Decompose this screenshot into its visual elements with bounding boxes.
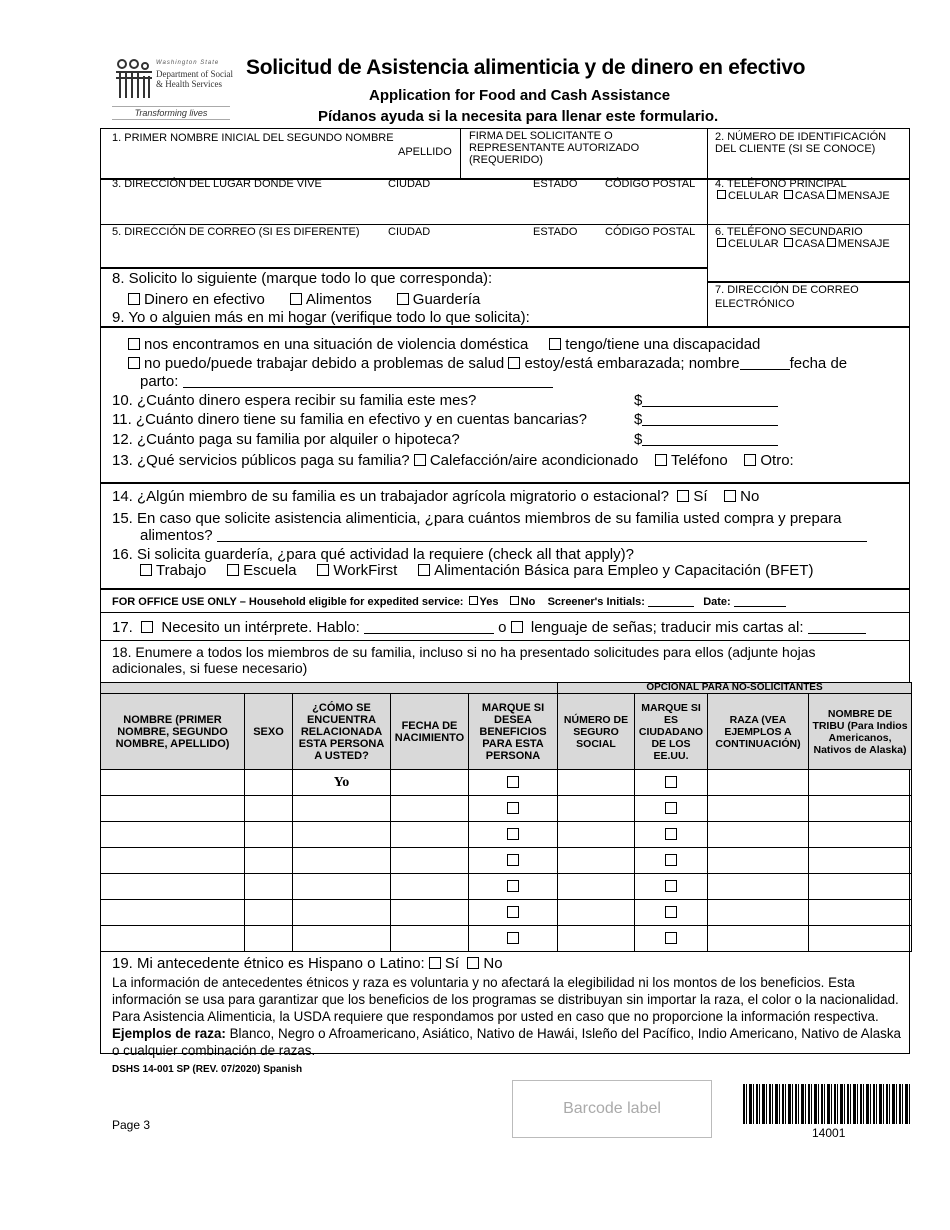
table-cell[interactable] xyxy=(391,770,469,796)
due-date-input[interactable] xyxy=(183,373,553,388)
q10-amount: $ xyxy=(634,392,778,410)
q14: 14. ¿Algún miembro de su familia es un trabajador agrícola migratorio o estacional? Sí No xyxy=(112,488,760,505)
table-cell[interactable] xyxy=(101,822,245,848)
cash-checkbox[interactable] xyxy=(128,293,140,305)
table-cell[interactable] xyxy=(635,796,708,822)
optional-header: OPCIONAL PARA NO-SOLICITANTES xyxy=(558,683,912,694)
table-cell[interactable] xyxy=(101,926,245,952)
citizen-checkbox[interactable] xyxy=(665,932,677,944)
dv-checkbox[interactable] xyxy=(128,338,140,350)
table-cell[interactable] xyxy=(245,770,293,796)
table-cell[interactable] xyxy=(809,926,912,952)
q11-label: 11. ¿Cuánto dinero tiene su familia en efectivo y en cuentas bancarias? xyxy=(112,411,588,428)
table-cell[interactable] xyxy=(558,926,635,952)
help-text: Pídanos ayuda si la necesita para llenar este formulario. xyxy=(318,108,719,125)
page-number: Page 3 xyxy=(112,1118,151,1132)
table-cell[interactable] xyxy=(293,822,391,848)
page-subtitle: Application for Food and Cash Assistance xyxy=(369,87,671,104)
disability-checkbox[interactable] xyxy=(549,338,561,350)
q9-row3: parto: xyxy=(140,373,553,391)
table-cell[interactable] xyxy=(809,874,912,900)
table-cell[interactable] xyxy=(245,900,293,926)
table-cell[interactable] xyxy=(635,770,708,796)
primary-phone-label: 4. TELÉFONO PRINCIPAL xyxy=(715,178,847,190)
table-cell[interactable] xyxy=(391,848,469,874)
benefits-checkbox[interactable] xyxy=(507,828,519,840)
other-checkbox[interactable] xyxy=(744,454,756,466)
column-header: ¿CÓMO SE ENCUENTRA RELACIONADA ESTA PERSONA A USTED? xyxy=(293,694,391,770)
table-cell[interactable] xyxy=(391,874,469,900)
table-cell[interactable] xyxy=(558,848,635,874)
table-row xyxy=(101,874,912,900)
initials-input[interactable] xyxy=(648,596,694,607)
state-label: ESTADO xyxy=(533,178,578,190)
home-checkbox[interactable] xyxy=(784,190,793,199)
q18-label: 18. Enumere a todos los miembros de su familia, incluso si no ha presentado solicitudes para ellos (adjunte hojas adicionales, si fuese necesario) xyxy=(112,644,816,676)
q12-amount: $ xyxy=(634,431,778,449)
dshs-logo xyxy=(112,58,233,122)
table-cell[interactable] xyxy=(245,848,293,874)
interpreter-checkbox[interactable] xyxy=(141,621,153,633)
table-cell[interactable] xyxy=(293,796,391,822)
q9-row2: no puedo/puede trabajar debido a problemas de salud estoy/está embarazada; nombre fecha de xyxy=(128,355,847,373)
q9-row1: nos encontramos en una situación de violencia doméstica tengo/tiene una discapacidad xyxy=(128,336,760,354)
table-cell[interactable] xyxy=(101,848,245,874)
home-checkbox[interactable] xyxy=(784,238,793,247)
family-logo-icon xyxy=(112,58,152,100)
column-header: MARQUE SI ES CIUDADANO DE LOS EE.UU. xyxy=(635,694,708,770)
signature-label: FIRMA DEL SOLICITANTE O REPRESENTANTE AUTORIZADO (REQUERIDO) xyxy=(469,130,640,166)
pregnant-name-input[interactable] xyxy=(740,355,790,370)
table-cell[interactable] xyxy=(469,822,558,848)
page-title: Solicitud de Asistencia alimenticia y de dinero en efectivo xyxy=(246,56,806,79)
citizen-checkbox[interactable] xyxy=(665,906,677,918)
table-cell[interactable] xyxy=(245,822,293,848)
table-cell[interactable] xyxy=(708,822,809,848)
table-cell[interactable] xyxy=(245,874,293,900)
q12-input[interactable] xyxy=(642,431,778,446)
table-cell[interactable]: Yo xyxy=(293,770,391,796)
mailing-address-label: 5. DIRECCIÓN DE CORREO (SI ES DIFERENTE) xyxy=(112,226,360,238)
table-cell[interactable] xyxy=(708,796,809,822)
table-cell[interactable] xyxy=(101,796,245,822)
q11-amount: $ xyxy=(634,411,778,429)
table-cell[interactable] xyxy=(469,848,558,874)
table-cell[interactable] xyxy=(391,822,469,848)
q15-label: 15. En caso que solicite asistencia alimenticia, ¿para cuántos miembros de su familia usted compra y prepara xyxy=(112,510,842,527)
table-cell[interactable] xyxy=(469,874,558,900)
q12-label: 12. ¿Cuánto paga su familia por alquiler o hipoteca? xyxy=(112,431,460,448)
q15-input[interactable] xyxy=(217,527,867,542)
message-checkbox[interactable] xyxy=(827,238,836,247)
table-cell[interactable] xyxy=(708,926,809,952)
hispanic-no-checkbox[interactable] xyxy=(467,957,479,969)
food-checkbox[interactable] xyxy=(290,293,302,305)
q9-label: 9. Yo o alguien más en mi hogar (verifique todo lo que solicita): xyxy=(112,309,530,326)
barcode-label-box: Barcode label xyxy=(512,1080,712,1138)
table-cell[interactable] xyxy=(293,926,391,952)
school-checkbox[interactable] xyxy=(227,564,239,576)
client-id-label: 2. NÚMERO DE IDENTIFICACIÓN DEL CLIENTE (SI SE CONOCE) xyxy=(715,131,887,155)
table-cell[interactable] xyxy=(708,848,809,874)
table-cell[interactable] xyxy=(635,926,708,952)
table-cell[interactable] xyxy=(101,874,245,900)
mailing-address-input[interactable] xyxy=(101,240,706,266)
table-cell[interactable] xyxy=(558,874,635,900)
client-id-input[interactable] xyxy=(708,158,908,177)
city-label: CIUDAD xyxy=(388,178,431,190)
citizen-checkbox[interactable] xyxy=(665,880,677,892)
form-number: DSHS 14-001 SP (REV. 07/2020) Spanish xyxy=(112,1064,303,1075)
date-input[interactable] xyxy=(734,596,786,607)
q10-input[interactable] xyxy=(642,392,778,407)
table-row xyxy=(101,900,912,926)
citizen-checkbox[interactable] xyxy=(665,854,677,866)
q17: 17. Necesito un intérprete. Hablo: o lenguaje de señas; traducir mis cartas al: xyxy=(112,619,866,637)
table-cell[interactable] xyxy=(101,770,245,796)
zip-label: CÓDIGO POSTAL xyxy=(605,178,696,190)
hispanic-yes-checkbox[interactable] xyxy=(429,957,441,969)
column-header: FECHA DE NACIMIENTO xyxy=(391,694,469,770)
table-cell[interactable] xyxy=(469,770,558,796)
bfet-checkbox[interactable] xyxy=(418,564,430,576)
cannot-work-checkbox[interactable] xyxy=(128,357,140,369)
letters-language-input[interactable] xyxy=(808,619,866,634)
benefits-checkbox[interactable] xyxy=(507,854,519,866)
message-checkbox[interactable] xyxy=(827,190,836,199)
table-cell[interactable] xyxy=(708,770,809,796)
table-cell[interactable] xyxy=(809,822,912,848)
q8-options: Dinero en efectivo Alimentos Guardería xyxy=(128,291,480,309)
table-cell[interactable] xyxy=(809,796,912,822)
table-cell[interactable] xyxy=(469,900,558,926)
table-row xyxy=(101,770,912,796)
table-cell[interactable] xyxy=(635,874,708,900)
secondary-phone-label: 6. TELÉFONO SECUNDARIO xyxy=(715,226,863,238)
table-cell[interactable] xyxy=(558,796,635,822)
q19: 19. Mi antecedente étnico es Hispano o Latino: Sí No xyxy=(112,955,503,972)
table-row xyxy=(101,822,912,848)
benefits-checkbox[interactable] xyxy=(507,880,519,892)
table-row xyxy=(101,796,912,822)
q11-input[interactable] xyxy=(642,411,778,426)
race-info: La información de antecedentes étnicos y raza es voluntaria y no afectará la elegibilidad ni los montos de los beneficios. Esta información se usa para garantizar que los beneficios de los programas se distribuyan sin importar la raza, el color o la nacionalidad. Para Asistencia Alimenticia, la USDA requiere que respondamos por usted en caso que no proporcione la información respectiva. Ejemplos de raza: Blanco, Negro o Afroamericano, Asiático, Nativo de Hawái, Isleño del Pacífico, Indio Americano, Nativo de Alaska o cualquier combinación de razas. xyxy=(112,975,901,1058)
mail-zip-label: CÓDIGO POSTAL xyxy=(605,226,696,238)
table-cell[interactable] xyxy=(245,926,293,952)
mail-city-label: CIUDAD xyxy=(388,226,431,238)
childcare-checkbox[interactable] xyxy=(397,293,409,305)
table-row xyxy=(101,926,912,952)
table-cell[interactable] xyxy=(635,822,708,848)
citizen-checkbox[interactable] xyxy=(665,828,677,840)
citizen-checkbox[interactable] xyxy=(665,776,677,788)
column-header: NÚMERO DE SEGURO SOCIAL xyxy=(558,694,635,770)
benefits-checkbox[interactable] xyxy=(507,776,519,788)
column-header: MARQUE SI DESEA BENEFICIOS PARA ESTA PERSONA xyxy=(469,694,558,770)
table-cell[interactable] xyxy=(708,900,809,926)
table-cell[interactable] xyxy=(293,848,391,874)
q14-no-checkbox[interactable] xyxy=(724,490,736,502)
table-cell[interactable] xyxy=(708,874,809,900)
table-cell[interactable] xyxy=(469,796,558,822)
mail-state-label: ESTADO xyxy=(533,226,578,238)
secondary-phone-type: CELULAR CASA MENSAJE xyxy=(715,238,890,250)
column-header: SEXO xyxy=(245,694,293,770)
table-cell[interactable] xyxy=(809,770,912,796)
q14-yes-checkbox[interactable] xyxy=(677,490,689,502)
sign-language-checkbox[interactable] xyxy=(511,621,523,633)
household-table xyxy=(100,682,912,952)
q16-options: Trabajo Escuela WorkFirst Alimentación Básica para Empleo y Capacitación (BFET) xyxy=(140,562,813,580)
q13: 13. ¿Qué servicios públicos paga su familia? Calefacción/aire acondicionado Teléfono Otro: xyxy=(112,452,794,469)
column-header: NOMBRE (PRIMER NOMBRE, SEGUNDO NOMBRE, APELLIDO) xyxy=(101,694,245,770)
logo-state: Washington State xyxy=(156,60,220,66)
logo-dept: Department of Social & Health Services xyxy=(156,69,233,89)
benefits-checkbox[interactable] xyxy=(507,932,519,944)
table-cell[interactable] xyxy=(293,900,391,926)
primary-phone-type: CELULAR CASA MENSAJE xyxy=(715,190,890,202)
q15-line: alimentos? xyxy=(140,527,867,545)
cell-checkbox[interactable] xyxy=(717,238,726,247)
table-cell[interactable] xyxy=(809,848,912,874)
signature-input[interactable] xyxy=(461,166,706,177)
column-header: NOMBRE DE TRIBU (Para Indios Americanos, Nativos de Alaska) xyxy=(809,694,912,770)
barcode xyxy=(743,1084,911,1124)
address-input[interactable] xyxy=(101,196,706,223)
first-name-label: 1. PRIMER NOMBRE INICIAL DEL SEGUNDO NOMBRE xyxy=(112,132,394,144)
table-cell[interactable] xyxy=(245,796,293,822)
logo-tagline: Transforming lives xyxy=(112,106,230,120)
column-header: RAZA (VEA EJEMPLOS A CONTINUACIÓN) xyxy=(708,694,809,770)
workfirst-checkbox[interactable] xyxy=(317,564,329,576)
expedited-yes-checkbox[interactable] xyxy=(469,596,478,605)
table-cell[interactable] xyxy=(558,900,635,926)
table-cell[interactable] xyxy=(558,822,635,848)
table-cell[interactable] xyxy=(558,770,635,796)
q16-label: 16. Si solicita guardería, ¿para qué actividad la requiere (check all that apply)? xyxy=(112,546,634,563)
benefits-checkbox[interactable] xyxy=(507,906,519,918)
table-cell[interactable] xyxy=(391,926,469,952)
table-cell[interactable] xyxy=(469,926,558,952)
pregnant-checkbox[interactable] xyxy=(508,357,520,369)
expedited-no-checkbox[interactable] xyxy=(510,596,519,605)
work-checkbox[interactable] xyxy=(140,564,152,576)
q8-label: 8. Solicito lo siguiente (marque todo lo que corresponda): xyxy=(112,270,493,287)
q10-label: 10. ¿Cuánto dinero espera recibir su familia este mes? xyxy=(112,392,477,409)
table-row xyxy=(101,848,912,874)
heating-checkbox[interactable] xyxy=(414,454,426,466)
phone-checkbox[interactable] xyxy=(655,454,667,466)
last-name-label: APELLIDO xyxy=(398,146,452,158)
name-input[interactable] xyxy=(101,160,459,177)
table-cell[interactable] xyxy=(809,900,912,926)
table-cell[interactable] xyxy=(635,900,708,926)
email-label: 7. DIRECCIÓN DE CORREO ELECTRÓNICO xyxy=(715,284,859,310)
table-cell[interactable] xyxy=(101,900,245,926)
address-label: 3. DIRECCIÓN DEL LUGAR DONDE VIVE xyxy=(112,178,322,190)
office-use-row: FOR OFFICE USE ONLY – Household eligible for expedited service: Yes No Screener's Initials: Date: xyxy=(112,596,786,608)
benefits-checkbox[interactable] xyxy=(507,802,519,814)
citizen-checkbox[interactable] xyxy=(665,802,677,814)
barcode-number: 14001 xyxy=(812,1126,846,1140)
cell-checkbox[interactable] xyxy=(717,190,726,199)
table-cell[interactable] xyxy=(293,874,391,900)
language-input[interactable] xyxy=(364,619,494,634)
table-cell[interactable] xyxy=(391,900,469,926)
table-cell[interactable] xyxy=(391,796,469,822)
table-cell[interactable] xyxy=(635,848,708,874)
